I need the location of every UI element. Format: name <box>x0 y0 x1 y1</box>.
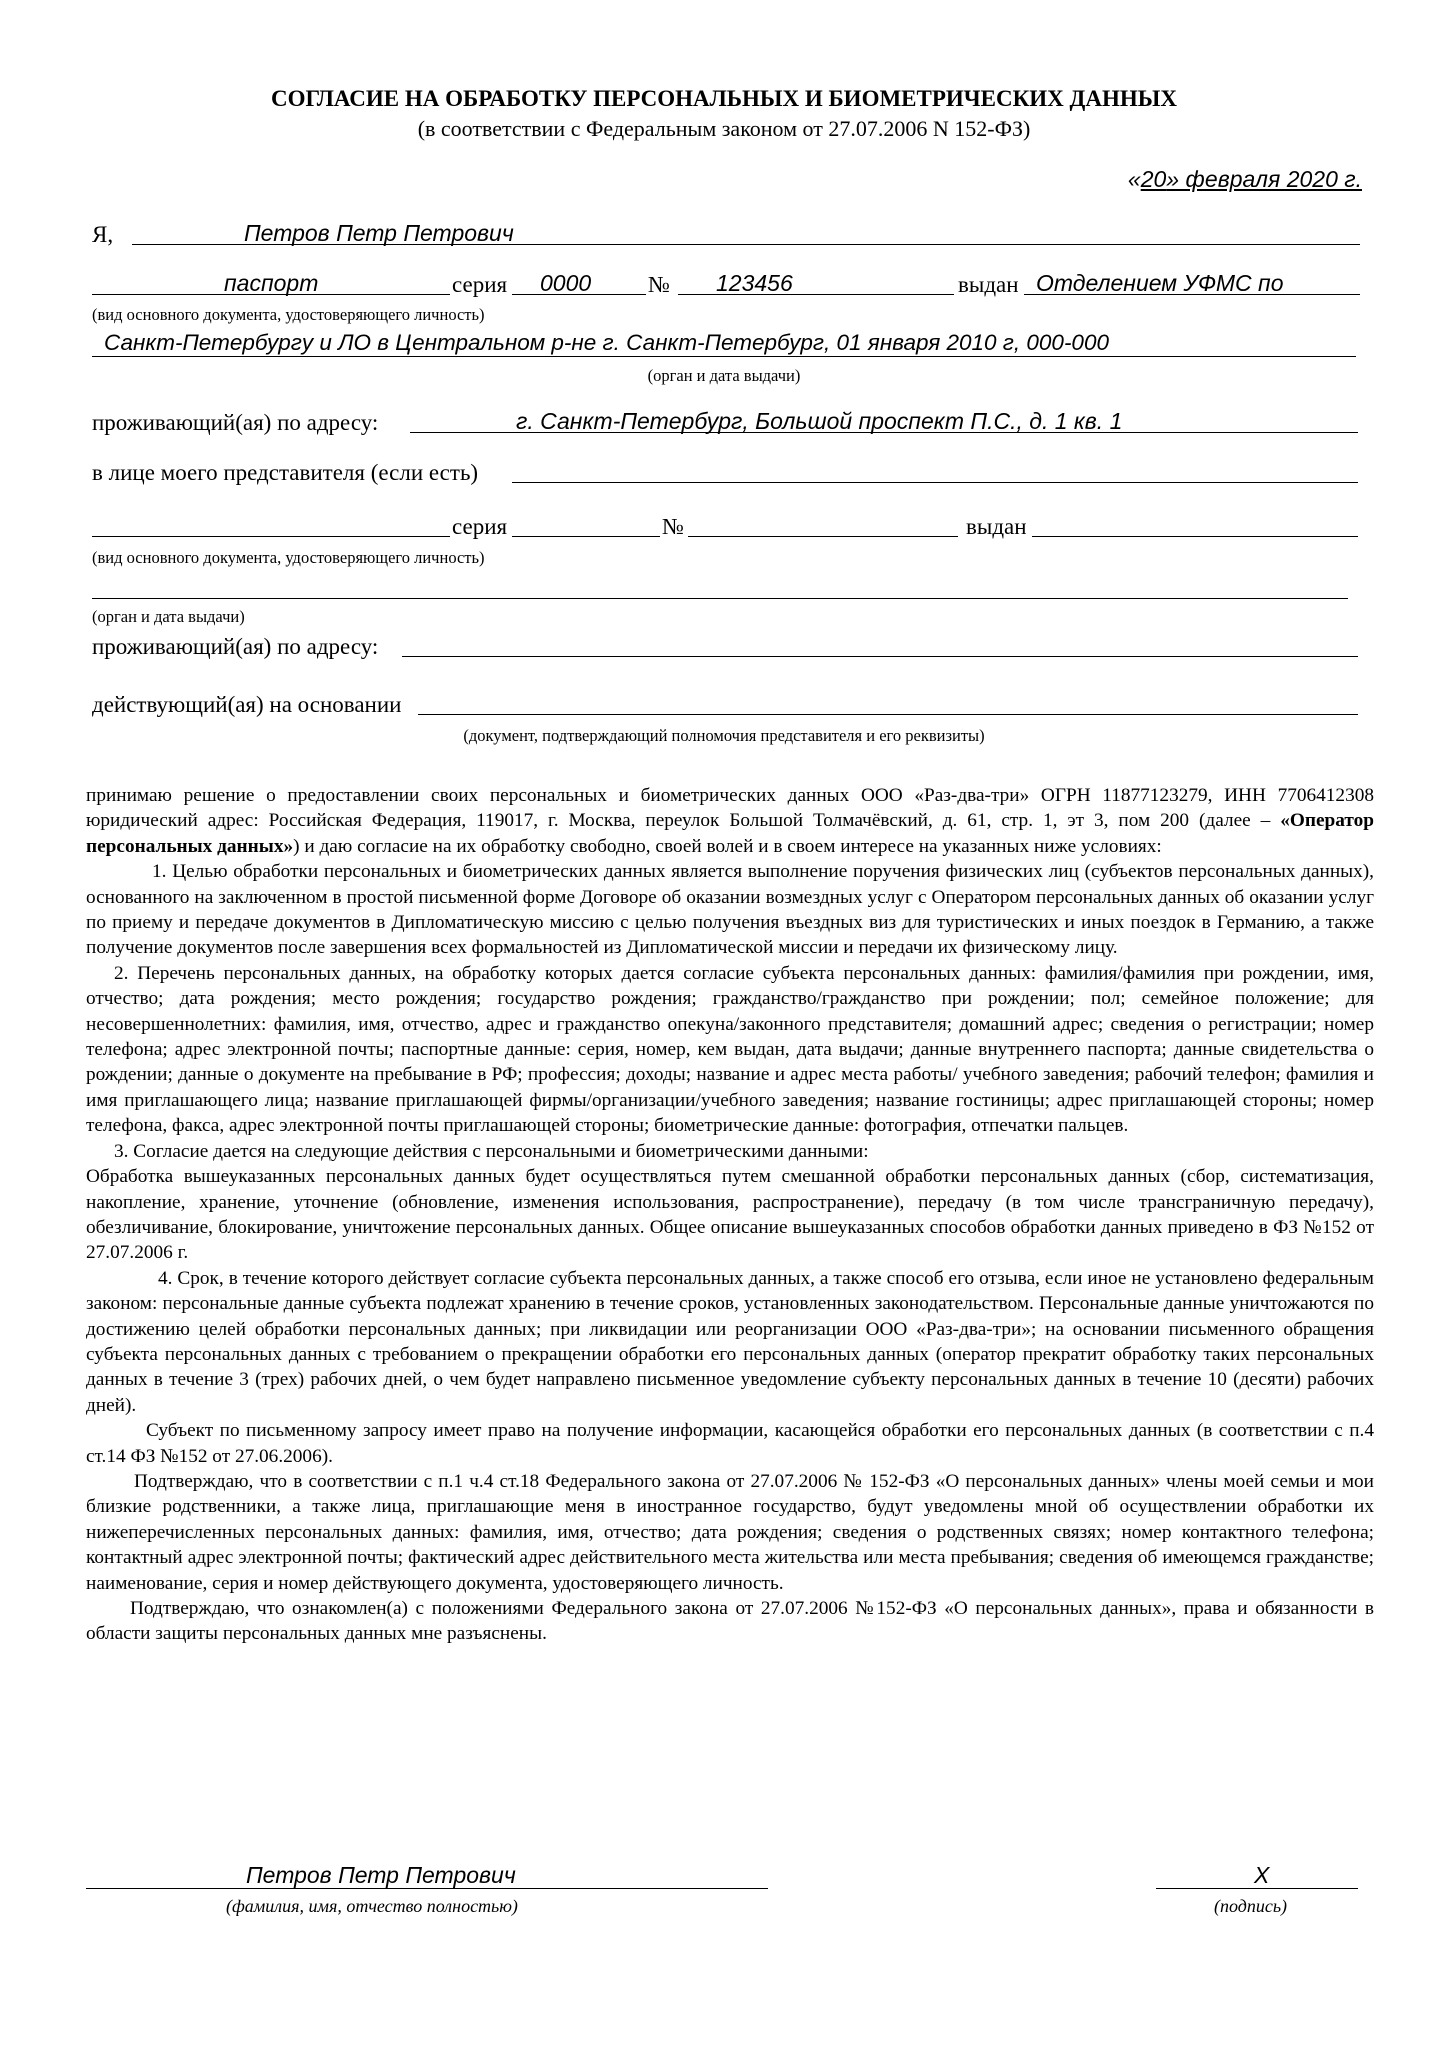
rep-number-underline <box>688 536 958 537</box>
clause-2: 2. Перечень персональных данных, на обработку которых дается согласие субъекта персональных данных: фамилия/фамилия при рождении, имя, отчество; дата рождения; место рождения; государство рождения; гражданство/гражданство при рождении; пол; семейное положение; для несовершеннолетних: фамилия, имя, отчество, адрес и гражданство опекуна/законного представителя; домашний адрес; сведения о регистрации; номер телефона; адрес электронной почты; паспортные данные: серия, номер, кем выдан, дата выдачи; данные внутреннего паспорта; данные свидетельства о рождении; данные о документе на пребывание в РФ; профессия; доходы; название и адрес места работы/ учебного заведения; рабочий телефон; фамилия и имя приглашающего лица; название приглашающей фирмы/организации/учебного заведения; название гостиницы; адрес приглашающей стороны; номер телефона, факса, адрес электронной почты приглашающей стороны; биометрические данные: фотография, отпечатки пальцев. <box>86 962 1374 1137</box>
representative-underline <box>512 482 1358 483</box>
rep-series-label: серия <box>452 514 508 539</box>
rep-basis-underline <box>418 714 1358 715</box>
clause-3: 3. Согласие дается на следующие действия с персональными и биометрическими данными: <box>114 1140 869 1162</box>
address-value: г. Санкт-Петербург, Большой проспект П.С., д. 1 кв. 1 <box>516 408 1123 434</box>
operator-term: «Оператор персональных данных» <box>86 810 1374 857</box>
rep-series-underline <box>512 536 660 537</box>
rep-doc-type-caption: (вид основного документа, удостоверяющего личность) <box>92 548 485 567</box>
document-subtitle: (в соответствии с Федеральным законом от 27.07.2006 N 152-ФЗ) <box>417 116 1031 141</box>
consent-body <box>86 783 1374 1647</box>
right-to-information: Субъект по письменному запросу имеет право на получение информации, касающейся обработки его персональных данных (в соответствии с п.4 ст.14 ФЗ №152 от 27.06.2006). <box>86 1420 1374 1467</box>
document-title: СОГЛАСИЕ НА ОБРАБОТКУ ПЕРСОНАЛЬНЫХ И БИОМЕТРИЧЕСКИХ ДАННЫХ <box>271 86 1177 111</box>
signature-name-underline <box>86 1888 768 1889</box>
number-value: 123456 <box>716 270 793 296</box>
series-value: 0000 <box>540 270 592 296</box>
rep-basis-caption: (документ, подтверждающий полномочия представителя и его реквизиты) <box>463 726 985 745</box>
issued-label: выдан <box>958 272 1019 297</box>
signature-caption: (подпись) <box>1214 1896 1288 1916</box>
rep-basis-label: действующий(ая) на основании <box>92 692 402 717</box>
date-day: 20 <box>1140 166 1167 192</box>
organ-caption: (орган и дата выдачи) <box>647 366 801 385</box>
representative-label: в лице моего представителя (если есть) <box>92 460 479 485</box>
doc-type-value: паспорт <box>224 270 319 296</box>
rep-issued-label: выдан <box>966 514 1027 539</box>
rep-doc-type-underline <box>92 536 450 537</box>
signature-name-caption: (фамилия, имя, отчество полностью) <box>226 1896 518 1916</box>
series-label: серия <box>452 272 508 297</box>
doc-type-caption: (вид основного документа, удостоверяющего личность) <box>92 305 485 324</box>
issued-value-line1: Отделением УФМС по <box>1036 270 1284 296</box>
date-open: « <box>1127 166 1141 192</box>
date-rest: » февраля 2020 г. <box>1166 166 1362 192</box>
rep-address-underline <box>402 656 1358 657</box>
rep-organ-caption: (орган и дата выдачи) <box>92 607 245 626</box>
subject-full-name: Петров Петр Петрович <box>244 220 514 246</box>
signature-full-name: Петров Петр Петрович <box>246 1862 516 1888</box>
intro-text-b: ) и даю согласие на их обработку свободно, своей волей и в своем интересе на указанных ниже условиях: <box>293 835 1162 857</box>
rep-issued-underline <box>1032 536 1358 537</box>
clause-4: 4. Срок, в течение которого действует согласие субъекта персональных данных, а также способ его отзыва, если иное не установлено федеральным законом: персональные данные субъекта подлежат хранению в течение сроков, установленных законодательством. Персональные данные уничтожаются по достижению целей обработки персональных данных; при ликвидации или реорганизации ООО «Раз-два-три»; на основании письменного обращения субъекта персональных данных с требованием о прекращении обработки его персональных данных (оператор прекратит обработку таких персональных данных в течение 3 (трех) рабочих дней, о чем будет направлено письменное уведомление субъекту персональных данных в течение 10 (десяти) рабочих дней). <box>86 1267 1374 1416</box>
signature-mark: Х <box>1254 1862 1270 1888</box>
rep-address-label: проживающий(ая) по адресу: <box>92 634 379 659</box>
issued-line2-underline <box>92 356 1356 357</box>
address-label: проживающий(ая) по адресу: <box>92 410 379 435</box>
family-notification: Подтверждаю, что в соответствии с п.1 ч.4 ст.18 Федерального закона от 27.07.2006 № 152-ФЗ «О персональных данных» члены моей семьи и мои близкие родственники, а также лица, приглашающие меня в иностранное государство, будут уведомлены мной об осуществлении обработки их нижеперечисленных персональных данных: фамилия, имя, отчество; дата рождения; сведения о родственных связях; номер контактного телефона; контактный адрес электронной почты; фактический адрес действительного места жительства или места пребывания; сведения об имеющемся гражданстве; наименование, серия и номер действующего документа, удостоверяющего личность. <box>86 1470 1374 1594</box>
ya-label: Я, <box>92 222 114 247</box>
number-label: № <box>648 272 670 297</box>
acknowledgement: Подтверждаю, что ознакомлен(а) с положениями Федерального закона от 27.07.2006 №152-ФЗ «О персональных данных», права и обязанности в области защиты персональных данных мне разъяснены. <box>86 1598 1374 1645</box>
clause-1: 1. Целью обработки персональных и биометрических данных является выполнение поручения физических лиц (субъектов персональных данных), основанного на заключенном в простой письменной форме Договоре об оказании возмездных услуг с Оператором персональных данных об оказании услуг по приему и передаче документов в Дипломатическую миссию с целью получения въездных виз для туристических и иных поездок в Германию, а также получение документов после завершения всех формальностей из Дипломатической миссии и передачи их физическому лицу. <box>86 861 1374 959</box>
signature-underline <box>1156 1888 1358 1889</box>
issued-value-line2: Санкт-Петербургу и ЛО в Центральном р-не г. Санкт-Петербург, 01 января 2010 г, 000-000 <box>104 330 1109 355</box>
intro-paragraph <box>86 783 1374 859</box>
document-date <box>1128 166 1362 193</box>
rep-organ-underline <box>92 598 1348 599</box>
clause-3-details: Обработка вышеуказанных персональных данных будет осуществляться путем смешанной обработки персональных данных (сбор, систематизация, накопление, хранение, уточнение (обновление, изменения использования, распространение), передачу (в том числе трансграничную передачу), обезличивание, блокирование, уничтожение персональных данных. Общее описание вышеуказанных способов обработки данных приведено в ФЗ №152 от 27.07.2006 г. <box>86 1166 1374 1264</box>
rep-number-label: № <box>662 514 684 539</box>
intro-text-a: принимаю решение о предоставлении своих персональных и биометрических данных ООО «Раз-два-три» ОГРН 11877123279, ИНН 7706412308 юридический адрес: Российская Федерация, 119017, г. Москва, переулок Большой Толмачёвский, д. 61, стр. 1, эт 3, пом 200 (далее – <box>86 785 1374 832</box>
